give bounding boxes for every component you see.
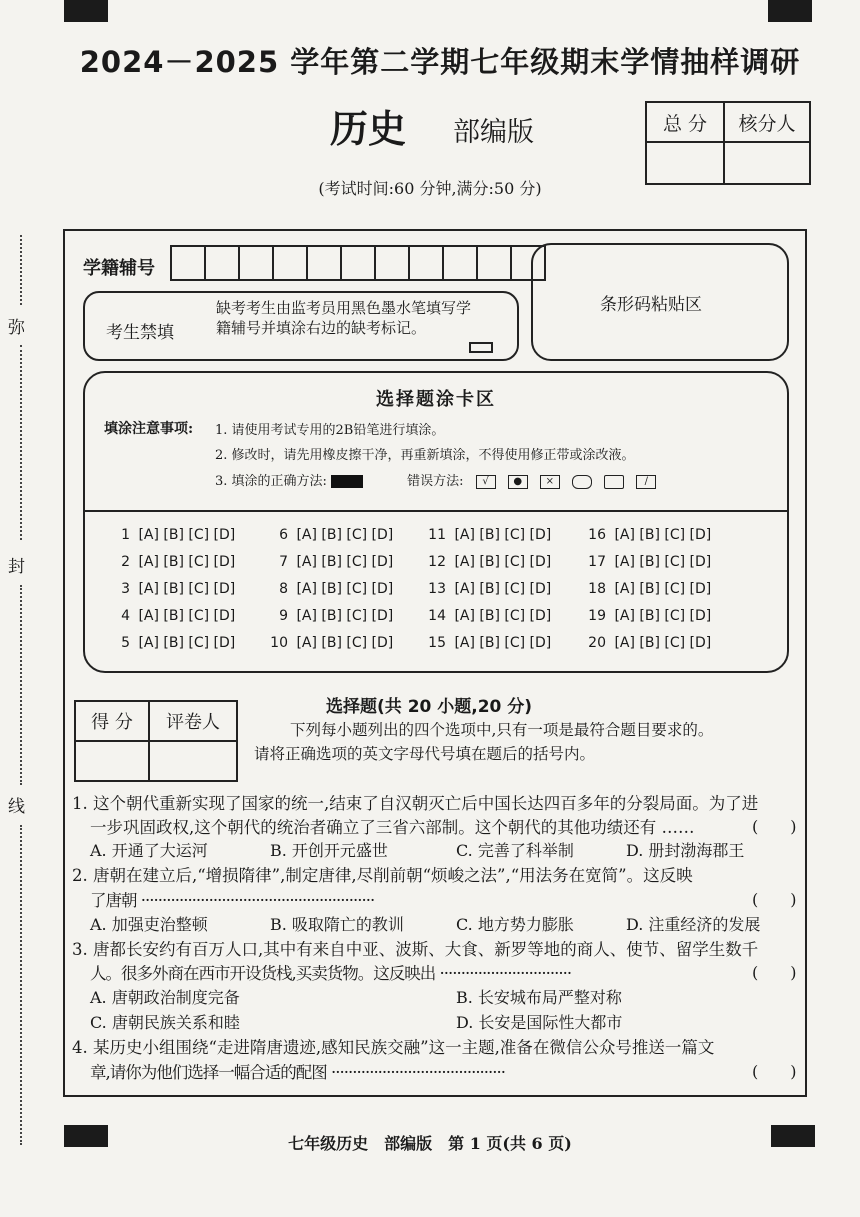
- wrong-mark-check: √: [476, 475, 496, 489]
- q1-option-a: A. 开通了大运河: [90, 841, 208, 860]
- q2-option-d: D. 注重经济的发展: [626, 915, 761, 934]
- note-1: 1. 请使用考试专用的2B铅笔进行填涂。: [215, 423, 445, 438]
- bubble-row-1[interactable]: [108, 527, 235, 543]
- bubble-row-17[interactable]: [584, 554, 711, 570]
- student-id-box[interactable]: [240, 247, 274, 279]
- correct-method-label: 3. 填涂的正确方法:: [215, 474, 327, 489]
- bubble-question-number: 8: [279, 581, 288, 597]
- bubble-row-2[interactable]: [108, 554, 235, 570]
- note-2: 2. 修改时，请先用橡皮擦干净，再重新填涂，不得使用修正带或涂改液。: [215, 448, 635, 463]
- student-id-label: 学籍辅号: [83, 258, 155, 279]
- student-id-box[interactable]: [342, 247, 376, 279]
- bubble-options[interactable]: [A] [B] [C] [D]: [450, 527, 552, 543]
- seal-line-dots: [20, 345, 22, 540]
- bubble-question-number: 3: [121, 581, 130, 597]
- page-footer: 七年级历史 部编版 第 1 页(共 6 页): [288, 1134, 572, 1153]
- bubble-question-number: 2: [121, 554, 130, 570]
- bubble-question-number: 4: [121, 608, 130, 624]
- corner-mark-top-left: [64, 0, 108, 22]
- bubble-options[interactable]: [A] [B] [C] [D]: [610, 581, 712, 597]
- bubble-row-3[interactable]: [108, 581, 235, 597]
- question-2-line-1: 2. 唐朝在建立后,“增损隋律”,制定唐律,尽削前朝“烦峻之法”,“用法务在宽简”。这反映: [72, 866, 693, 885]
- bubble-question-number: 7: [279, 554, 288, 570]
- bubble-options[interactable]: [A] [B] [C] [D]: [610, 635, 712, 651]
- seal-line-dots: [20, 825, 22, 1145]
- bubble-row-12[interactable]: [424, 554, 551, 570]
- absent-mark-box[interactable]: [469, 342, 493, 353]
- bubble-options[interactable]: [A] [B] [C] [D]: [610, 527, 712, 543]
- bubble-row-15[interactable]: [424, 635, 551, 651]
- wrong-method-label: 错误方法:: [407, 474, 464, 489]
- q3-option-b: B. 长安城布局严整对称: [456, 988, 622, 1007]
- section-instruction-1: 下列每小题列出的四个选项中,只有一项是最符合题目要求的。: [290, 721, 714, 739]
- bubble-row-8[interactable]: [266, 581, 393, 597]
- total-score-table: [645, 101, 811, 185]
- section-instruction-2: 请将正确选项的英文字母代号填在题后的括号内。: [254, 745, 596, 763]
- bubble-row-14[interactable]: [424, 608, 551, 624]
- bubble-row-20[interactable]: [584, 635, 711, 651]
- bubble-options[interactable]: [A] [B] [C] [D]: [134, 635, 236, 651]
- forbid-label: 考生禁填: [106, 323, 174, 343]
- bubble-options[interactable]: [A] [B] [C] [D]: [292, 581, 394, 597]
- question-3-line-2: 人。很多外商在西市开设货栈,买卖货物。这反映出 ·······························: [90, 964, 572, 983]
- bubble-question-number: 5: [121, 635, 130, 651]
- q3-option-a: A. 唐朝政治制度完备: [90, 988, 240, 1007]
- student-id-box[interactable]: [376, 247, 410, 279]
- section-title: 选择题(共 20 小题,20 分): [326, 697, 533, 717]
- exam-title: 2024－2025 学年第二学期七年级期末学情抽样调研: [79, 45, 801, 79]
- bubble-options[interactable]: [A] [B] [C] [D]: [610, 554, 712, 570]
- grade-grader-cell[interactable]: [149, 741, 237, 781]
- bubble-question-number: 1: [121, 527, 130, 543]
- student-id-box[interactable]: [274, 247, 308, 279]
- bubble-question-number: 17: [588, 554, 606, 570]
- student-id-box[interactable]: [206, 247, 240, 279]
- bubble-row-16[interactable]: [584, 527, 711, 543]
- q2-option-b: B. 吸取隋亡的教训: [270, 915, 404, 934]
- student-id-box[interactable]: [172, 247, 206, 279]
- wrong-mark-dot: ●: [508, 475, 528, 489]
- bubble-question-number: 6: [279, 527, 288, 543]
- bubble-options[interactable]: [A] [B] [C] [D]: [450, 608, 552, 624]
- question-2-line-2: 了唐朝 ·······················································: [90, 891, 375, 910]
- bubble-options[interactable]: [A] [B] [C] [D]: [134, 581, 236, 597]
- grade-grader-label: 评卷人: [149, 701, 237, 741]
- notes-label: 填涂注意事项:: [104, 421, 194, 437]
- correct-fill-sample: [331, 475, 363, 488]
- q1-option-d: D. 册封渤海郡王: [626, 841, 745, 860]
- note-3: [215, 470, 656, 489]
- wrong-mark-cross: ×: [540, 475, 560, 489]
- q3-option-c: C. 唐朝民族关系和睦: [90, 1013, 240, 1032]
- student-id-boxes[interactable]: [170, 245, 546, 281]
- bubble-question-number: 15: [428, 635, 446, 651]
- bubble-row-11[interactable]: [424, 527, 551, 543]
- bubble-question-number: 10: [270, 635, 288, 651]
- student-id-box[interactable]: [308, 247, 342, 279]
- question-3-line-1: 3. 唐都长安约有百万人口,其中有来自中亚、波斯、大食、新罗等地的商人、使节、留学生数千: [72, 940, 759, 959]
- bubble-row-6[interactable]: [266, 527, 393, 543]
- wrong-mark-oval: [572, 475, 592, 489]
- bubble-question-number: 18: [588, 581, 606, 597]
- bubble-row-7[interactable]: [266, 554, 393, 570]
- seal-char-3: 线: [8, 797, 25, 817]
- corner-mark-top-right: [768, 0, 812, 22]
- bubble-row-10[interactable]: [266, 635, 393, 651]
- answer-paren-3[interactable]: ( ): [752, 963, 797, 982]
- q1-option-b: B. 开创开元盛世: [270, 841, 388, 860]
- q2-option-a: A. 加强吏治整顿: [90, 915, 208, 934]
- bubble-question-number: 20: [588, 635, 606, 651]
- fill-card-title: 选择题涂卡区: [376, 389, 496, 410]
- bubble-options[interactable]: [A] [B] [C] [D]: [450, 581, 552, 597]
- grade-score-label: 得 分: [75, 701, 149, 741]
- edition-label: 部编版: [453, 117, 534, 148]
- question-4-line-1: 4. 某历史小组围绕“走进隋唐遗迹,感知民族交融”这一主题,准备在微信公众号推送一篇文: [72, 1038, 715, 1057]
- student-id-box[interactable]: [444, 247, 478, 279]
- bubble-options[interactable]: [A] [B] [C] [D]: [134, 608, 236, 624]
- bubble-question-number: 11: [428, 527, 446, 543]
- bubble-row-18[interactable]: [584, 581, 711, 597]
- bubble-question-number: 16: [588, 527, 606, 543]
- q2-option-c: C. 地方势力膨胀: [456, 915, 574, 934]
- fill-card-area: [83, 371, 789, 673]
- bubble-options[interactable]: [A] [B] [C] [D]: [134, 527, 236, 543]
- bubble-options[interactable]: [A] [B] [C] [D]: [134, 554, 236, 570]
- seal-line-dots: [20, 235, 22, 305]
- wrong-mark-slash: /: [636, 475, 656, 489]
- q1-option-c: C. 完善了科举制: [456, 841, 574, 860]
- answer-paren-1[interactable]: ( ): [752, 817, 797, 836]
- bubble-options[interactable]: [A] [B] [C] [D]: [292, 527, 394, 543]
- student-id-box[interactable]: [478, 247, 512, 279]
- answer-paren-2[interactable]: ( ): [752, 890, 797, 909]
- bubble-options[interactable]: [A] [B] [C] [D]: [292, 635, 394, 651]
- bubble-row-19[interactable]: [584, 608, 711, 624]
- bubble-options[interactable]: [A] [B] [C] [D]: [610, 608, 712, 624]
- bubble-options[interactable]: [A] [B] [C] [D]: [292, 608, 394, 624]
- seal-line-dots: [20, 585, 22, 785]
- bubble-row-13[interactable]: [424, 581, 551, 597]
- total-score-label: 总 分: [646, 102, 724, 142]
- q3-option-d: D. 长安是国际性大都市: [456, 1013, 623, 1032]
- barcode-label: 条形码粘贴区: [600, 295, 702, 315]
- bubble-row-5[interactable]: [108, 635, 235, 651]
- bubble-options[interactable]: [A] [B] [C] [D]: [450, 554, 552, 570]
- seal-char-1: 弥: [8, 318, 25, 338]
- fill-card-divider: [85, 510, 787, 512]
- answer-paren-4[interactable]: ( ): [752, 1062, 797, 1081]
- bubble-options[interactable]: [A] [B] [C] [D]: [292, 554, 394, 570]
- grade-score-cell[interactable]: [75, 741, 149, 781]
- bubble-options[interactable]: [A] [B] [C] [D]: [450, 635, 552, 651]
- grade-table: [74, 700, 238, 782]
- bubble-row-9[interactable]: [266, 608, 393, 624]
- question-1-line-2: 一步巩固政权,这个朝代的统治者确立了三省六部制。这个朝代的其他功绩还有 ……: [90, 818, 695, 837]
- wrong-mark-brackets: [604, 475, 624, 489]
- question-1-line-1: 1. 这个朝代重新实现了国家的统一,结束了自汉朝灭亡后中国长达四百多年的分裂局面。为了进: [72, 794, 759, 813]
- bubble-question-number: 9: [279, 608, 288, 624]
- bubble-question-number: 12: [428, 554, 446, 570]
- exam-info: (考试时间:60 分钟,满分:50 分): [318, 179, 542, 198]
- checker-label: 核分人: [724, 102, 810, 142]
- bubble-question-number: 13: [428, 581, 446, 597]
- bubble-question-number: 19: [588, 608, 606, 624]
- subject-title: 历史: [330, 106, 407, 151]
- bubble-question-number: 14: [428, 608, 446, 624]
- seal-char-2: 封: [8, 557, 25, 577]
- student-id-box[interactable]: [410, 247, 444, 279]
- bubble-row-4[interactable]: [108, 608, 235, 624]
- forbid-text: 缺考考生由监考员用黑色墨水笔填写学籍辅号并填涂右边的缺考标记。: [216, 299, 472, 337]
- question-4-line-2: 章,请你为他们选择一幅合适的配图 ·········································: [90, 1063, 506, 1082]
